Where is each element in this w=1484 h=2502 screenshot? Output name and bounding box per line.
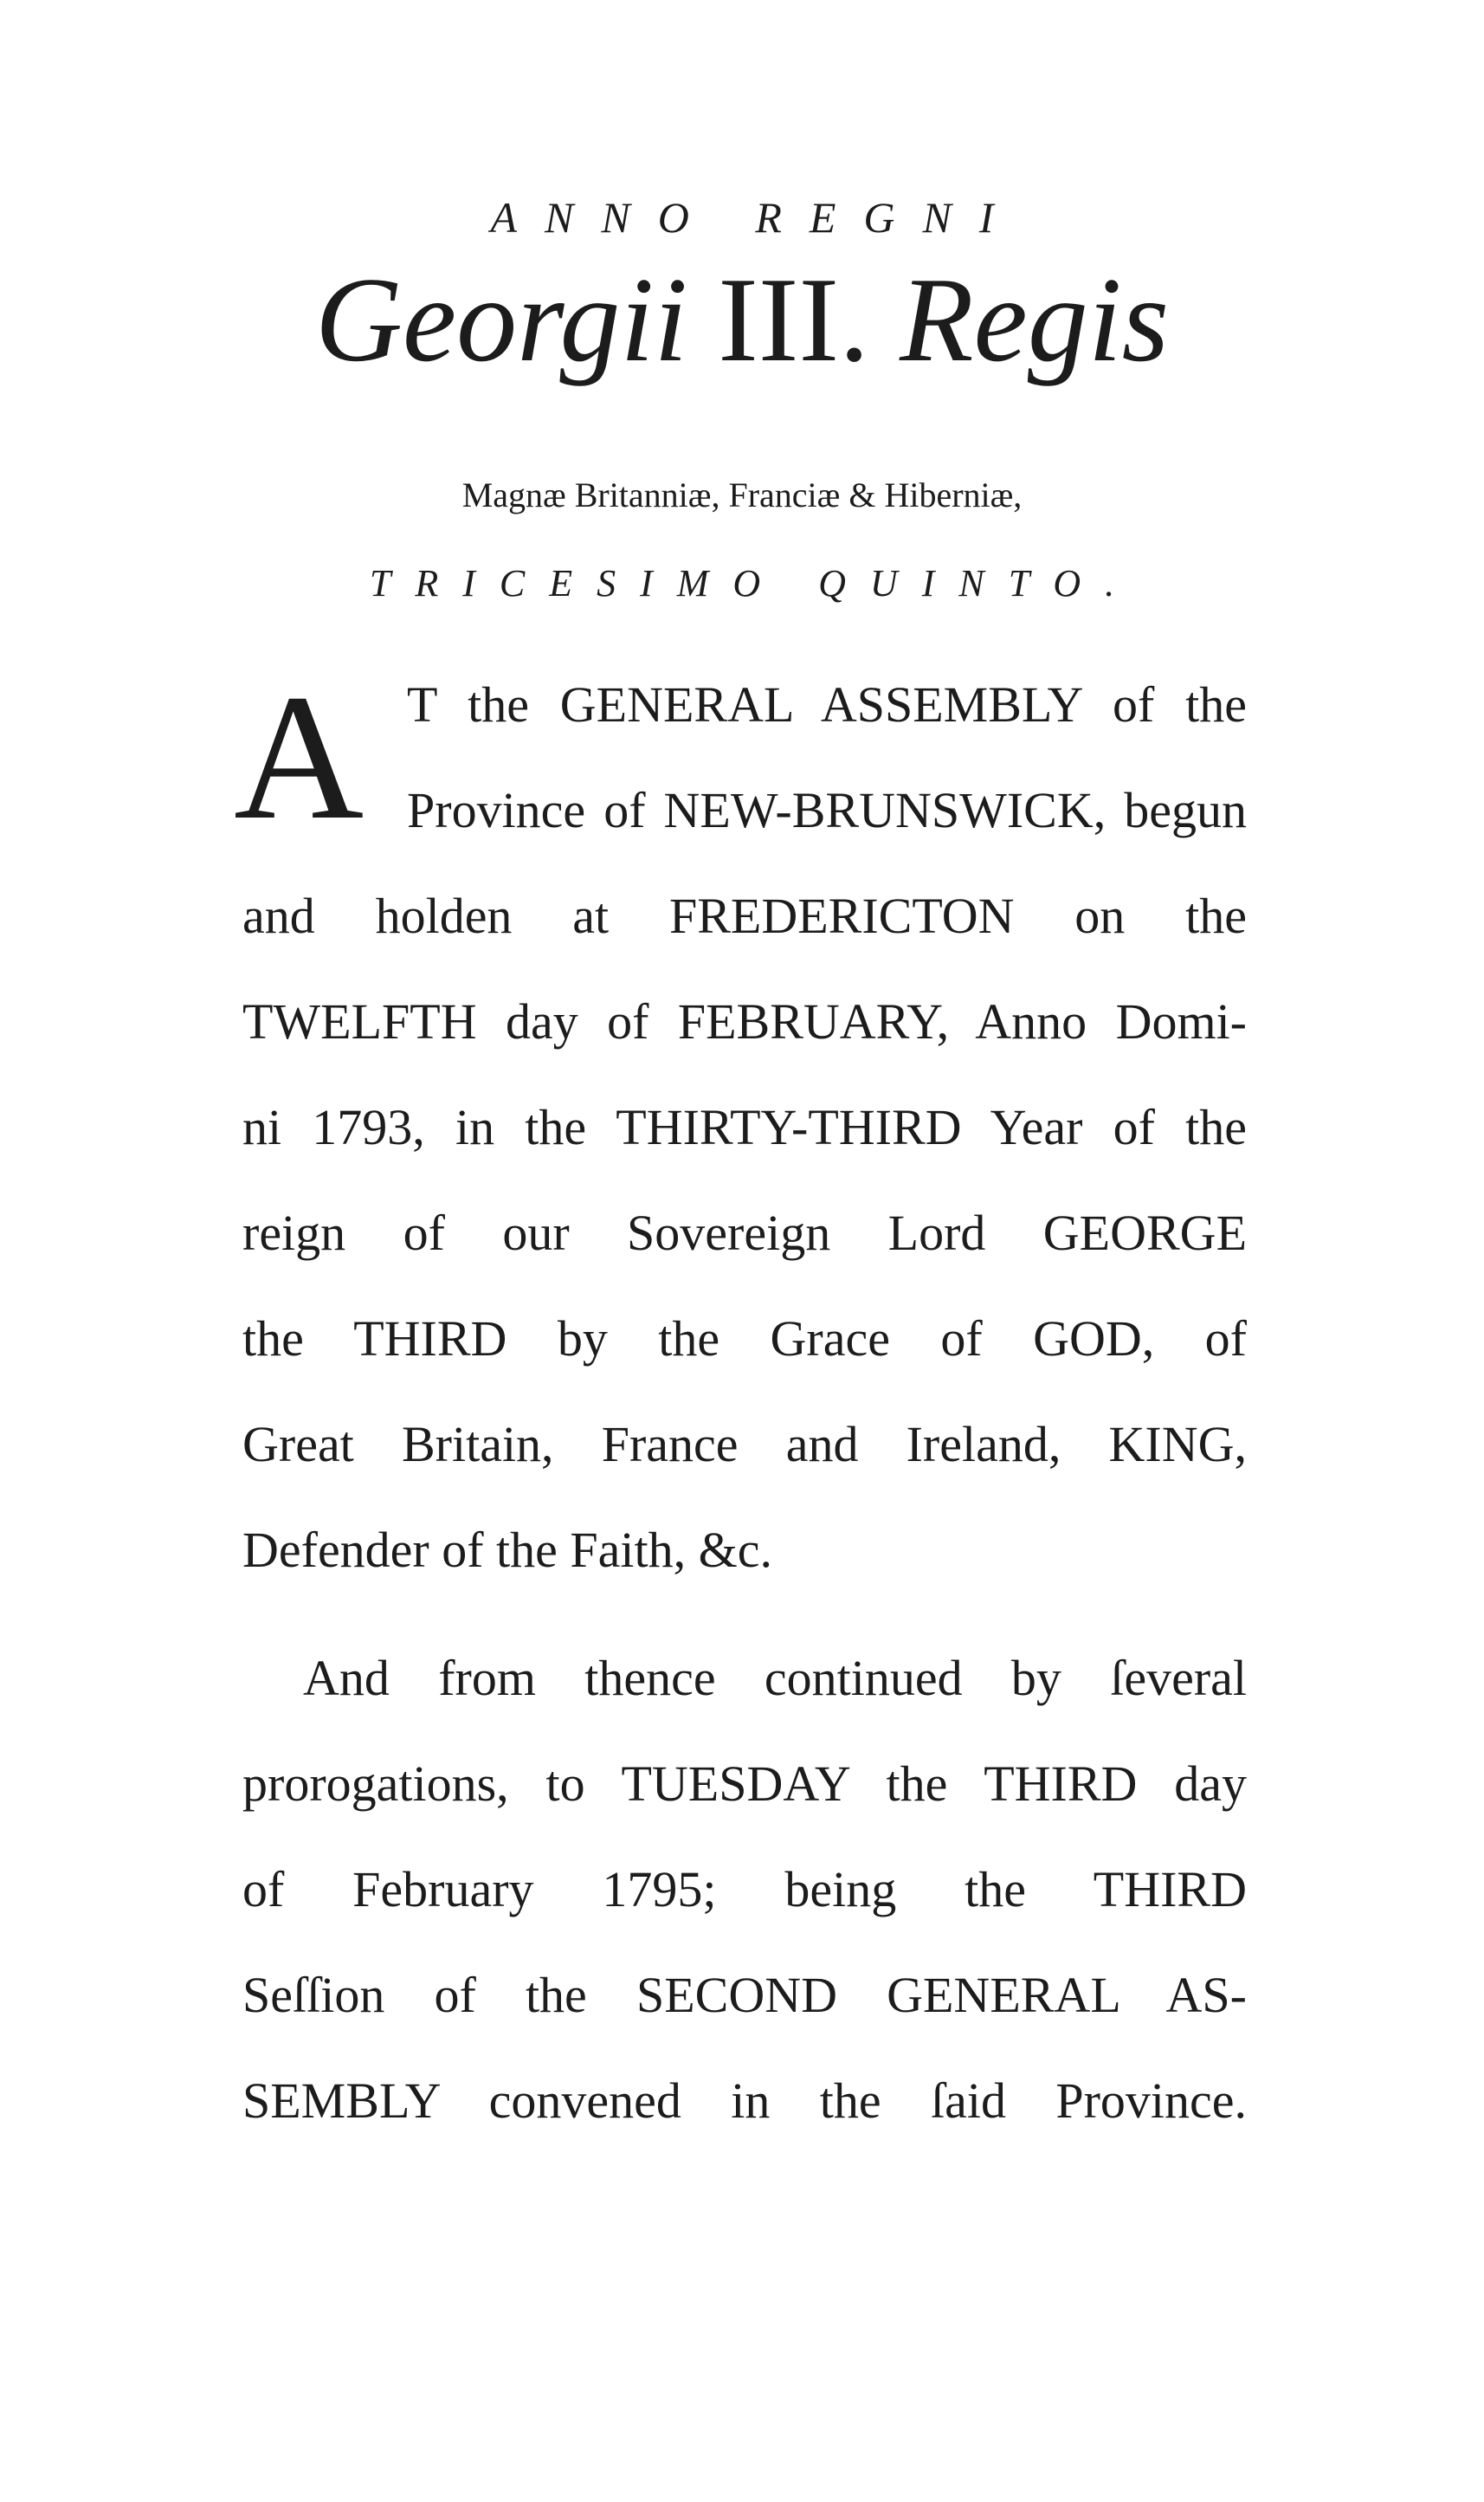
title-georgii-iii-regis	[0, 253, 1484, 387]
preamble-line: Great Britain, France and Ireland, KING,	[242, 1416, 1247, 1472]
realms-line: Magnæ Britanniæ, Franciæ & Hiberniæ,	[461, 475, 1023, 514]
preamble-line: the THIRD by the Grace of GOD, of	[242, 1310, 1247, 1367]
preamble-line: reign of our Sovereign Lord GEORGE	[242, 1205, 1247, 1261]
title-georgii: Georgii	[314, 253, 688, 387]
preamble-line: ni 1793, in the THIRTY-THIRD Year of the	[242, 1099, 1247, 1155]
title-numeral: III.	[718, 253, 870, 387]
drop-cap: A	[234, 657, 365, 857]
preamble-line: Defender of the Faith, &c.	[242, 1522, 773, 1578]
preamble-line: TWELFTH day of FEBRUARY, Anno Domi-	[242, 993, 1247, 1050]
continuation-line: And from thence continued by ſeveral	[303, 1650, 1247, 1706]
anno-regni-heading: ANNO REGNI	[490, 193, 1022, 242]
year-of-reign-heading: TRICESIMO QUINTO.	[369, 562, 1139, 604]
preamble-line: Province of NEW-BRUNSWICK, begun	[407, 782, 1247, 838]
continuation-line: Seſſion of the SECOND GENERAL AS-	[242, 1967, 1247, 2023]
continuation-line: SEMBLY convened in the ſaid Province.	[242, 2072, 1247, 2129]
continuation-line: prorogations, to TUESDAY the THIRD day	[242, 1755, 1247, 1812]
preamble-line: T the GENERAL ASSEMBLY of the	[407, 676, 1247, 733]
continuation-line: of February 1795; being the THIRD	[242, 1861, 1247, 1917]
title-regis: Regis	[900, 253, 1170, 387]
preamble-line: and holden at FREDERICTON on the	[242, 888, 1247, 944]
